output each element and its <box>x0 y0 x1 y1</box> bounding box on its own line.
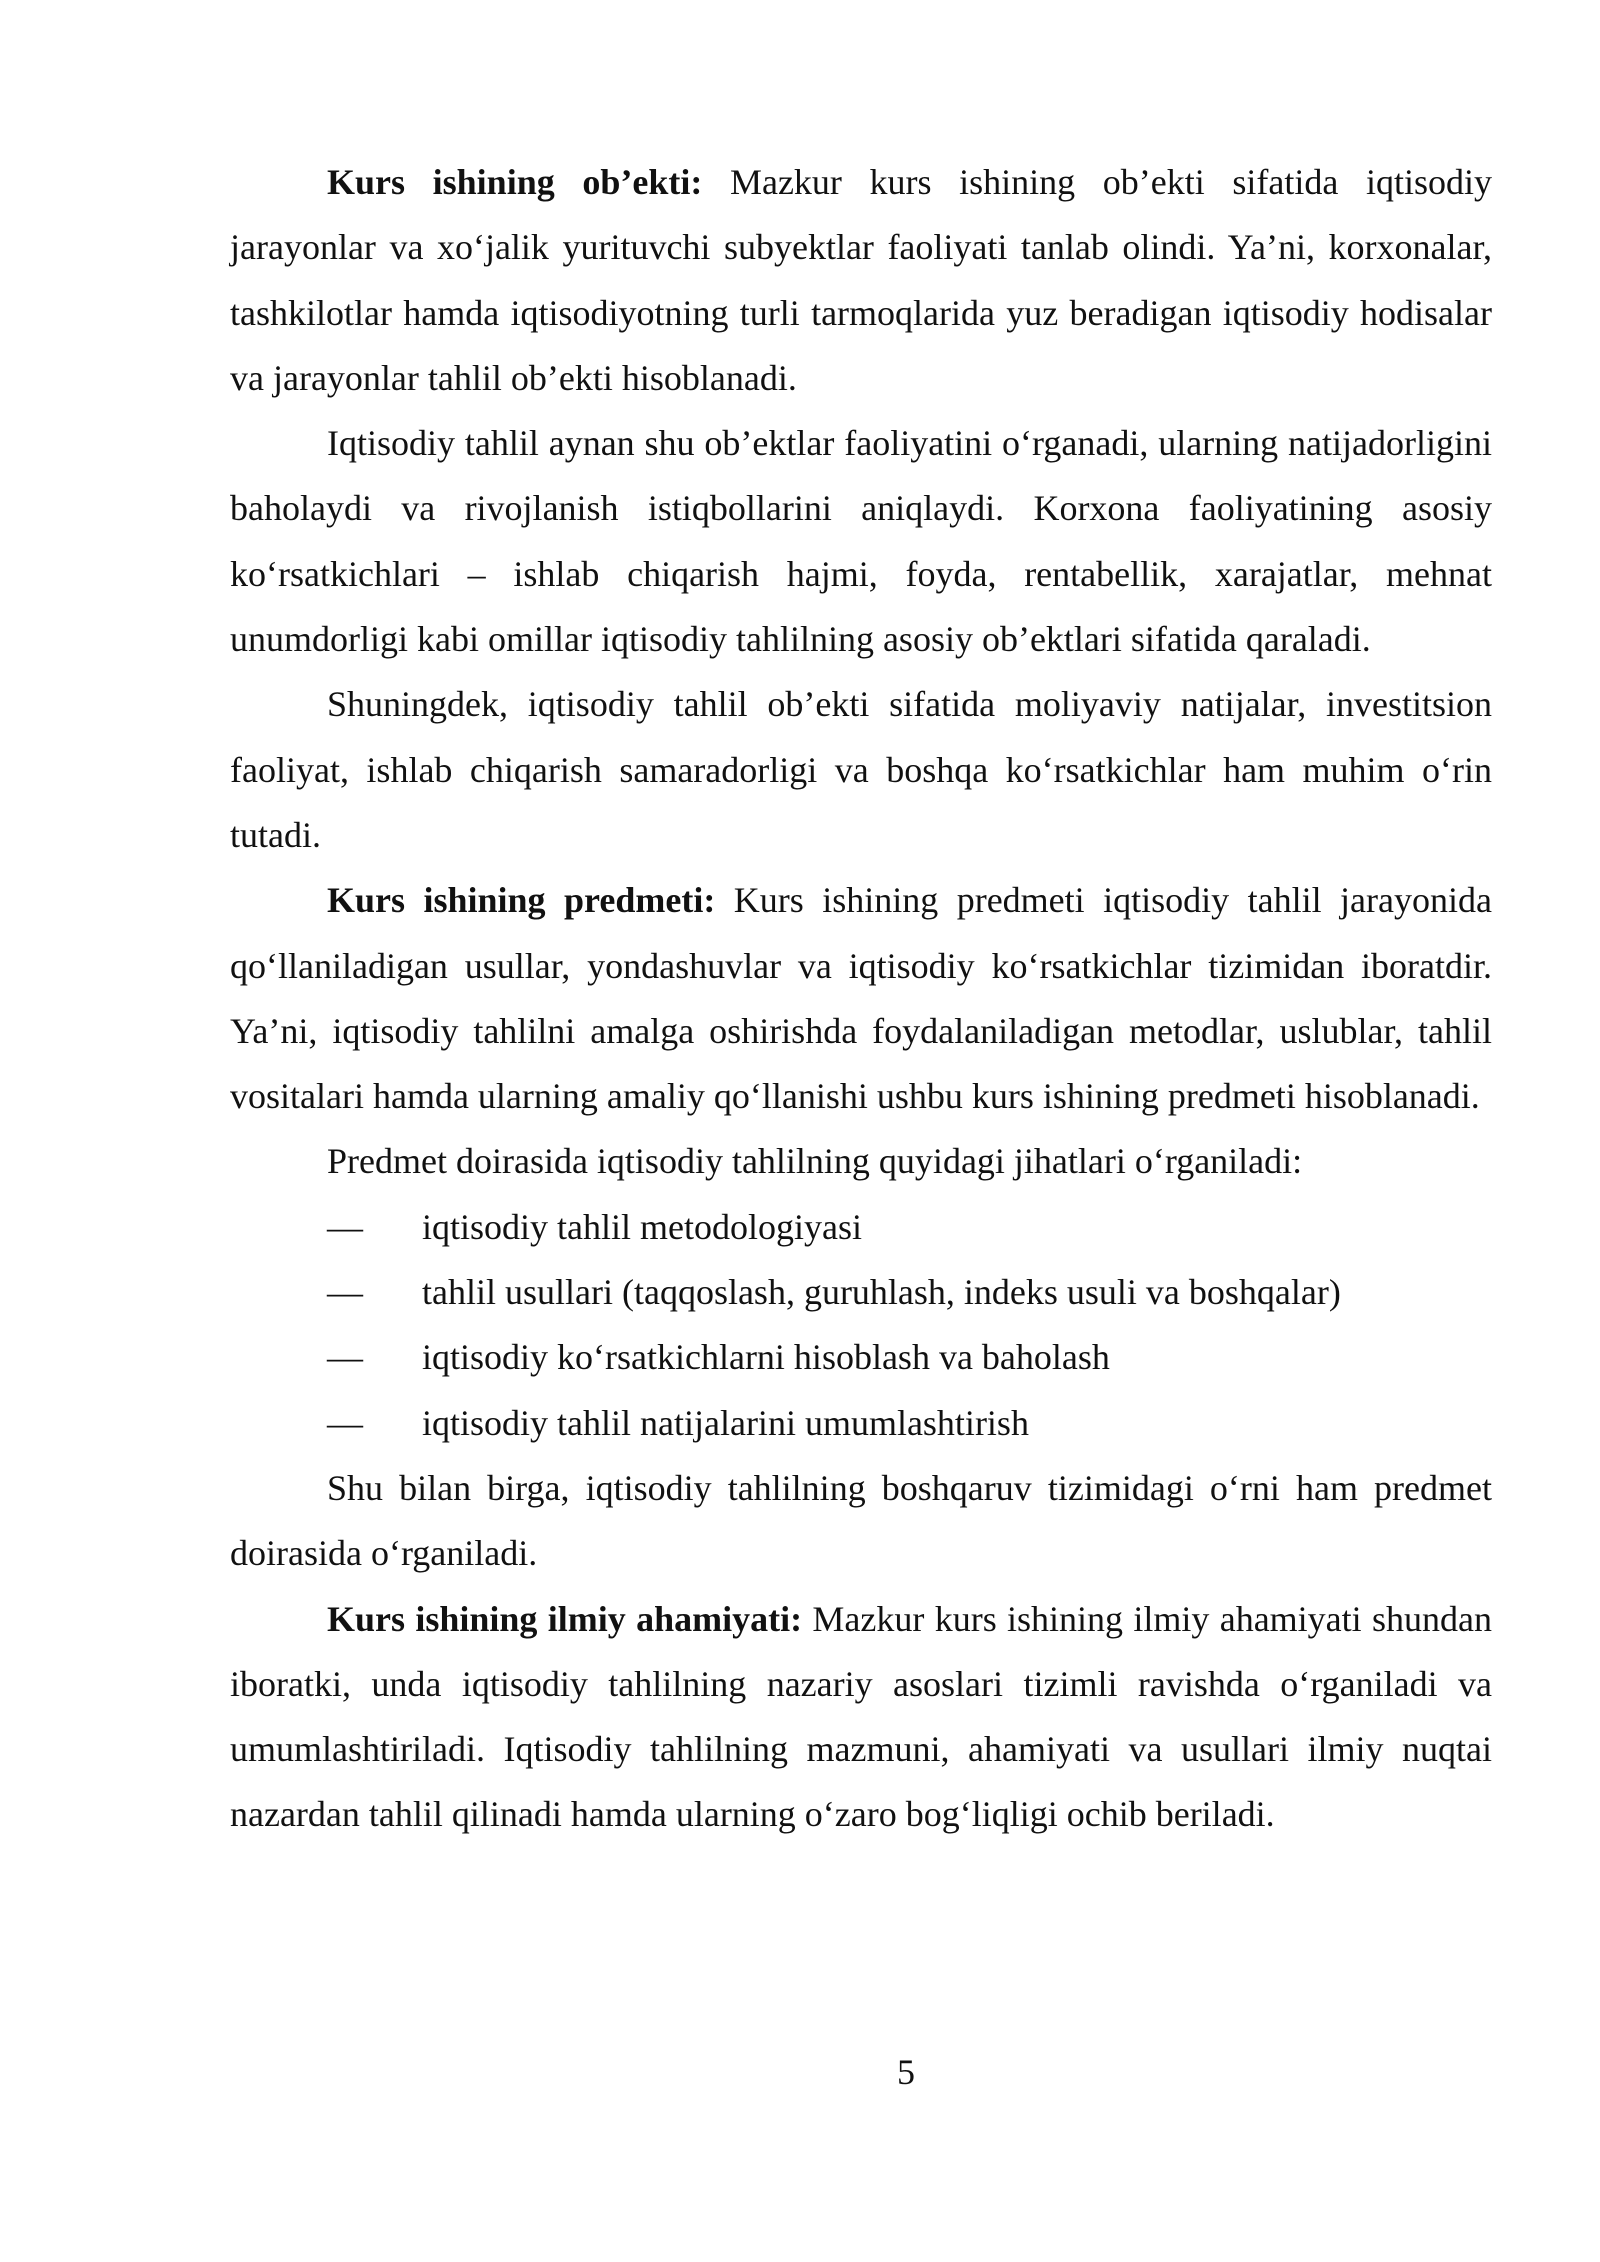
list-item-text: tahlil usullari (taqqoslash, guruhlash, indeks usuli va boshqalar) <box>422 1272 1341 1313</box>
significance-heading: Kurs ishining ilmiy ahamiyati: <box>327 1598 803 1639</box>
list-item-text: iqtisodiy tahlil natijalarini umumlashtirish <box>422 1402 1029 1443</box>
dash-bullet: — <box>327 1337 363 1378</box>
paragraph-significance <box>230 1587 1492 1848</box>
paragraph-management <box>230 1456 1492 1587</box>
paragraph-analysis <box>230 411 1492 672</box>
paragraph-object <box>230 150 1492 411</box>
list-item-text: iqtisodiy ko‘rsatkichlarni hisoblash va baholash <box>422 1337 1110 1378</box>
analysis-text: Iqtisodiy tahlil aynan shu ob’ektlar faoliyatini o‘rganadi, ularning natijadorligini baholaydi va rivojlanish istiqbollarini aniqlaydi. Korxona faoliyatining asosiy ko‘rsatkichlari – ishlab chiqarish hajmi, foyda, rentabellik, xarajatlar, mehnat unumdorligi kabi omillar iqtisodiy tahlilning asosiy ob’ektlari sifatida qaraladi. <box>230 423 1492 660</box>
document-page <box>230 150 1492 1848</box>
list-item <box>230 1195 1492 1260</box>
paragraph-list-intro <box>230 1129 1492 1194</box>
additional-text: Shuningdek, iqtisodiy tahlil ob’ekti sifatida moliyaviy natijalar, investitsion faoliyat, ishlab chiqarish samaradorligi va boshqa ko‘rsatkichlar ham muhim o‘rin tutadi. <box>230 684 1492 855</box>
object-text: Mazkur kurs ishining ob’ekti sifatida iqtisodiy jarayonlar va xo‘jalik yurituvchi subyektlar faoliyati tanlab olindi. Ya’ni, korxonalar, tashkilotlar hamda iqtisodiyotning turli tarmoqlarida yuz beradigan iqtisodiy hodisalar va jarayonlar tahlil ob’ekti hisoblanadi. <box>230 162 1492 398</box>
dash-bullet: — <box>327 1206 363 1247</box>
significance-text: Mazkur kurs ishining ilmiy ahamiyati shundan iboratki, unda iqtisodiy tahlilning nazariy asoslari tizimli ravishda o‘rganiladi va umumlashtiriladi. Iqtisodiy tahlilning mazmuni, ahamiyati va usullari ilmiy nuqtai nazardan tahlil qilinadi hamda ularning o‘zaro bog‘liqligi ochib beriladi. <box>230 1598 1492 1835</box>
object-heading: Kurs ishining ob’ekti: <box>327 162 703 202</box>
list-item <box>230 1391 1492 1456</box>
list-intro-text: Predmet doirasida iqtisodiy tahlilning quyidagi jihatlari o‘rganiladi: <box>327 1141 1303 1182</box>
page-number: 5 <box>897 2052 915 2092</box>
list-item <box>230 1325 1492 1390</box>
aspects-list <box>230 1195 1492 1456</box>
list-item-text: iqtisodiy tahlil metodologiyasi <box>422 1206 862 1247</box>
dash-bullet: — <box>327 1402 363 1443</box>
management-text: Shu bilan birga, iqtisodiy tahlilning boshqaruv tizimidagi o‘rni ham predmet doirasida o‘rganiladi. <box>230 1467 1492 1574</box>
paragraph-additional <box>230 672 1492 868</box>
subject-heading: Kurs ishining predmeti: <box>327 880 716 921</box>
paragraph-subject <box>230 868 1492 1129</box>
subject-text: Kurs ishining predmeti iqtisodiy tahlil jarayonida qo‘llaniladigan usullar, yondashuvlar va iqtisodiy ko‘rsatkichlar tizimidan iboratdir. Ya’ni, iqtisodiy tahlilni amalga oshirishda foydalaniladigan metodlar, uslublar, tahlil vositalari hamda ularning amaliy qo‘llanishi ushbu kurs ishining predmeti hisoblanadi. <box>230 880 1492 1117</box>
dash-bullet: — <box>327 1272 363 1313</box>
list-item <box>230 1260 1492 1325</box>
